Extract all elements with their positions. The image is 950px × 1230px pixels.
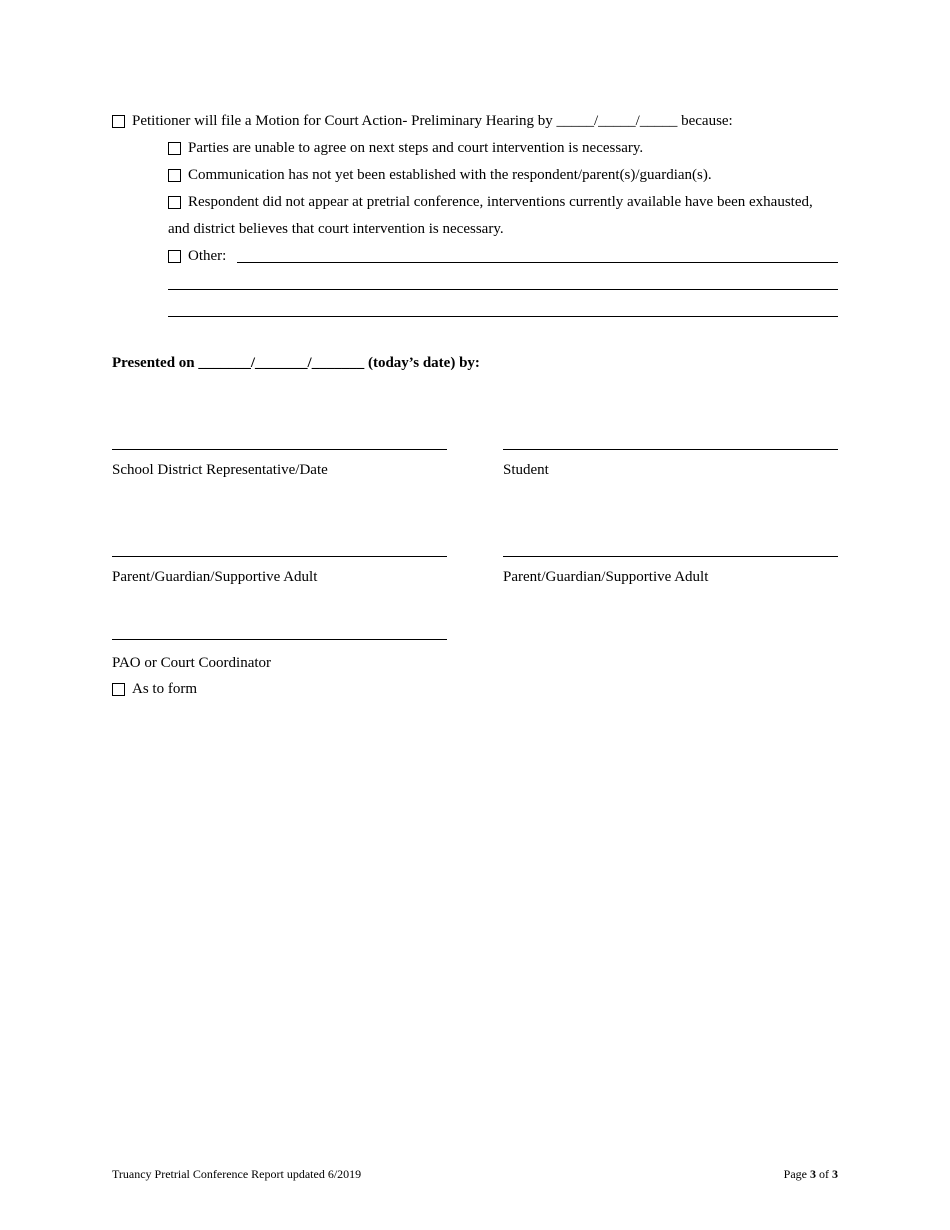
other-label: Other:: [188, 248, 227, 264]
footer-title: Truancy Pretrial Conference Report updated 6/2019: [112, 1167, 362, 1181]
as-to-form-option: [112, 680, 197, 698]
reason-2-checkbox[interactable]: [168, 169, 181, 182]
reason-2-text: Communication has not yet been established with the respondent/parent(s)/guardian(s).: [188, 167, 712, 183]
school-rep-signature-line[interactable]: [112, 449, 447, 450]
parent-2-signature-line[interactable]: [503, 556, 838, 557]
reason-option-other: [168, 247, 226, 265]
reason-3-continued: and district believes that court intervention is necessary.: [168, 221, 504, 237]
page-prefix: Page: [783, 1167, 810, 1181]
parent-1-label: Parent/Guardian/Supportive Adult: [112, 569, 318, 585]
parent-1-signature-line[interactable]: [112, 556, 447, 557]
student-label: Student: [503, 462, 549, 478]
page-of: of: [816, 1167, 832, 1181]
reason-1-checkbox[interactable]: [168, 142, 181, 155]
motion-text: Petitioner will file a Motion for Court Action- Preliminary Hearing by _____/_____/_____ because:: [132, 113, 733, 129]
presented-on: Presented on _______/_______/_______ (today’s date) by:: [112, 355, 480, 371]
student-signature-line[interactable]: [503, 449, 838, 450]
pao-label: PAO or Court Coordinator: [112, 655, 272, 671]
page-total: 3: [832, 1167, 838, 1181]
other-line-2[interactable]: [168, 289, 838, 290]
reason-1-text: Parties are unable to agree on next steps and court intervention is necessary.: [188, 140, 644, 156]
as-to-form-checkbox[interactable]: [112, 683, 125, 696]
reason-3-text: Respondent did not appear at pretrial conference, interventions currently available have been exhausted,: [188, 194, 813, 210]
motion-checkbox[interactable]: [112, 115, 125, 128]
reason-option-3: [168, 193, 813, 211]
reason-3-checkbox[interactable]: [168, 196, 181, 209]
other-checkbox[interactable]: [168, 250, 181, 263]
other-line-3[interactable]: [168, 316, 838, 317]
reason-option-1: [168, 139, 643, 157]
page-number: [784, 1167, 838, 1181]
as-to-form-text: As to form: [132, 681, 197, 697]
motion-option: [112, 112, 733, 130]
school-rep-label: School District Representative/Date: [112, 462, 328, 478]
parent-2-label: Parent/Guardian/Supportive Adult: [503, 569, 709, 585]
reason-option-2: [168, 166, 712, 184]
page-current: 3: [810, 1167, 816, 1181]
other-line-1[interactable]: [237, 262, 838, 263]
pao-signature-line[interactable]: [112, 639, 447, 640]
